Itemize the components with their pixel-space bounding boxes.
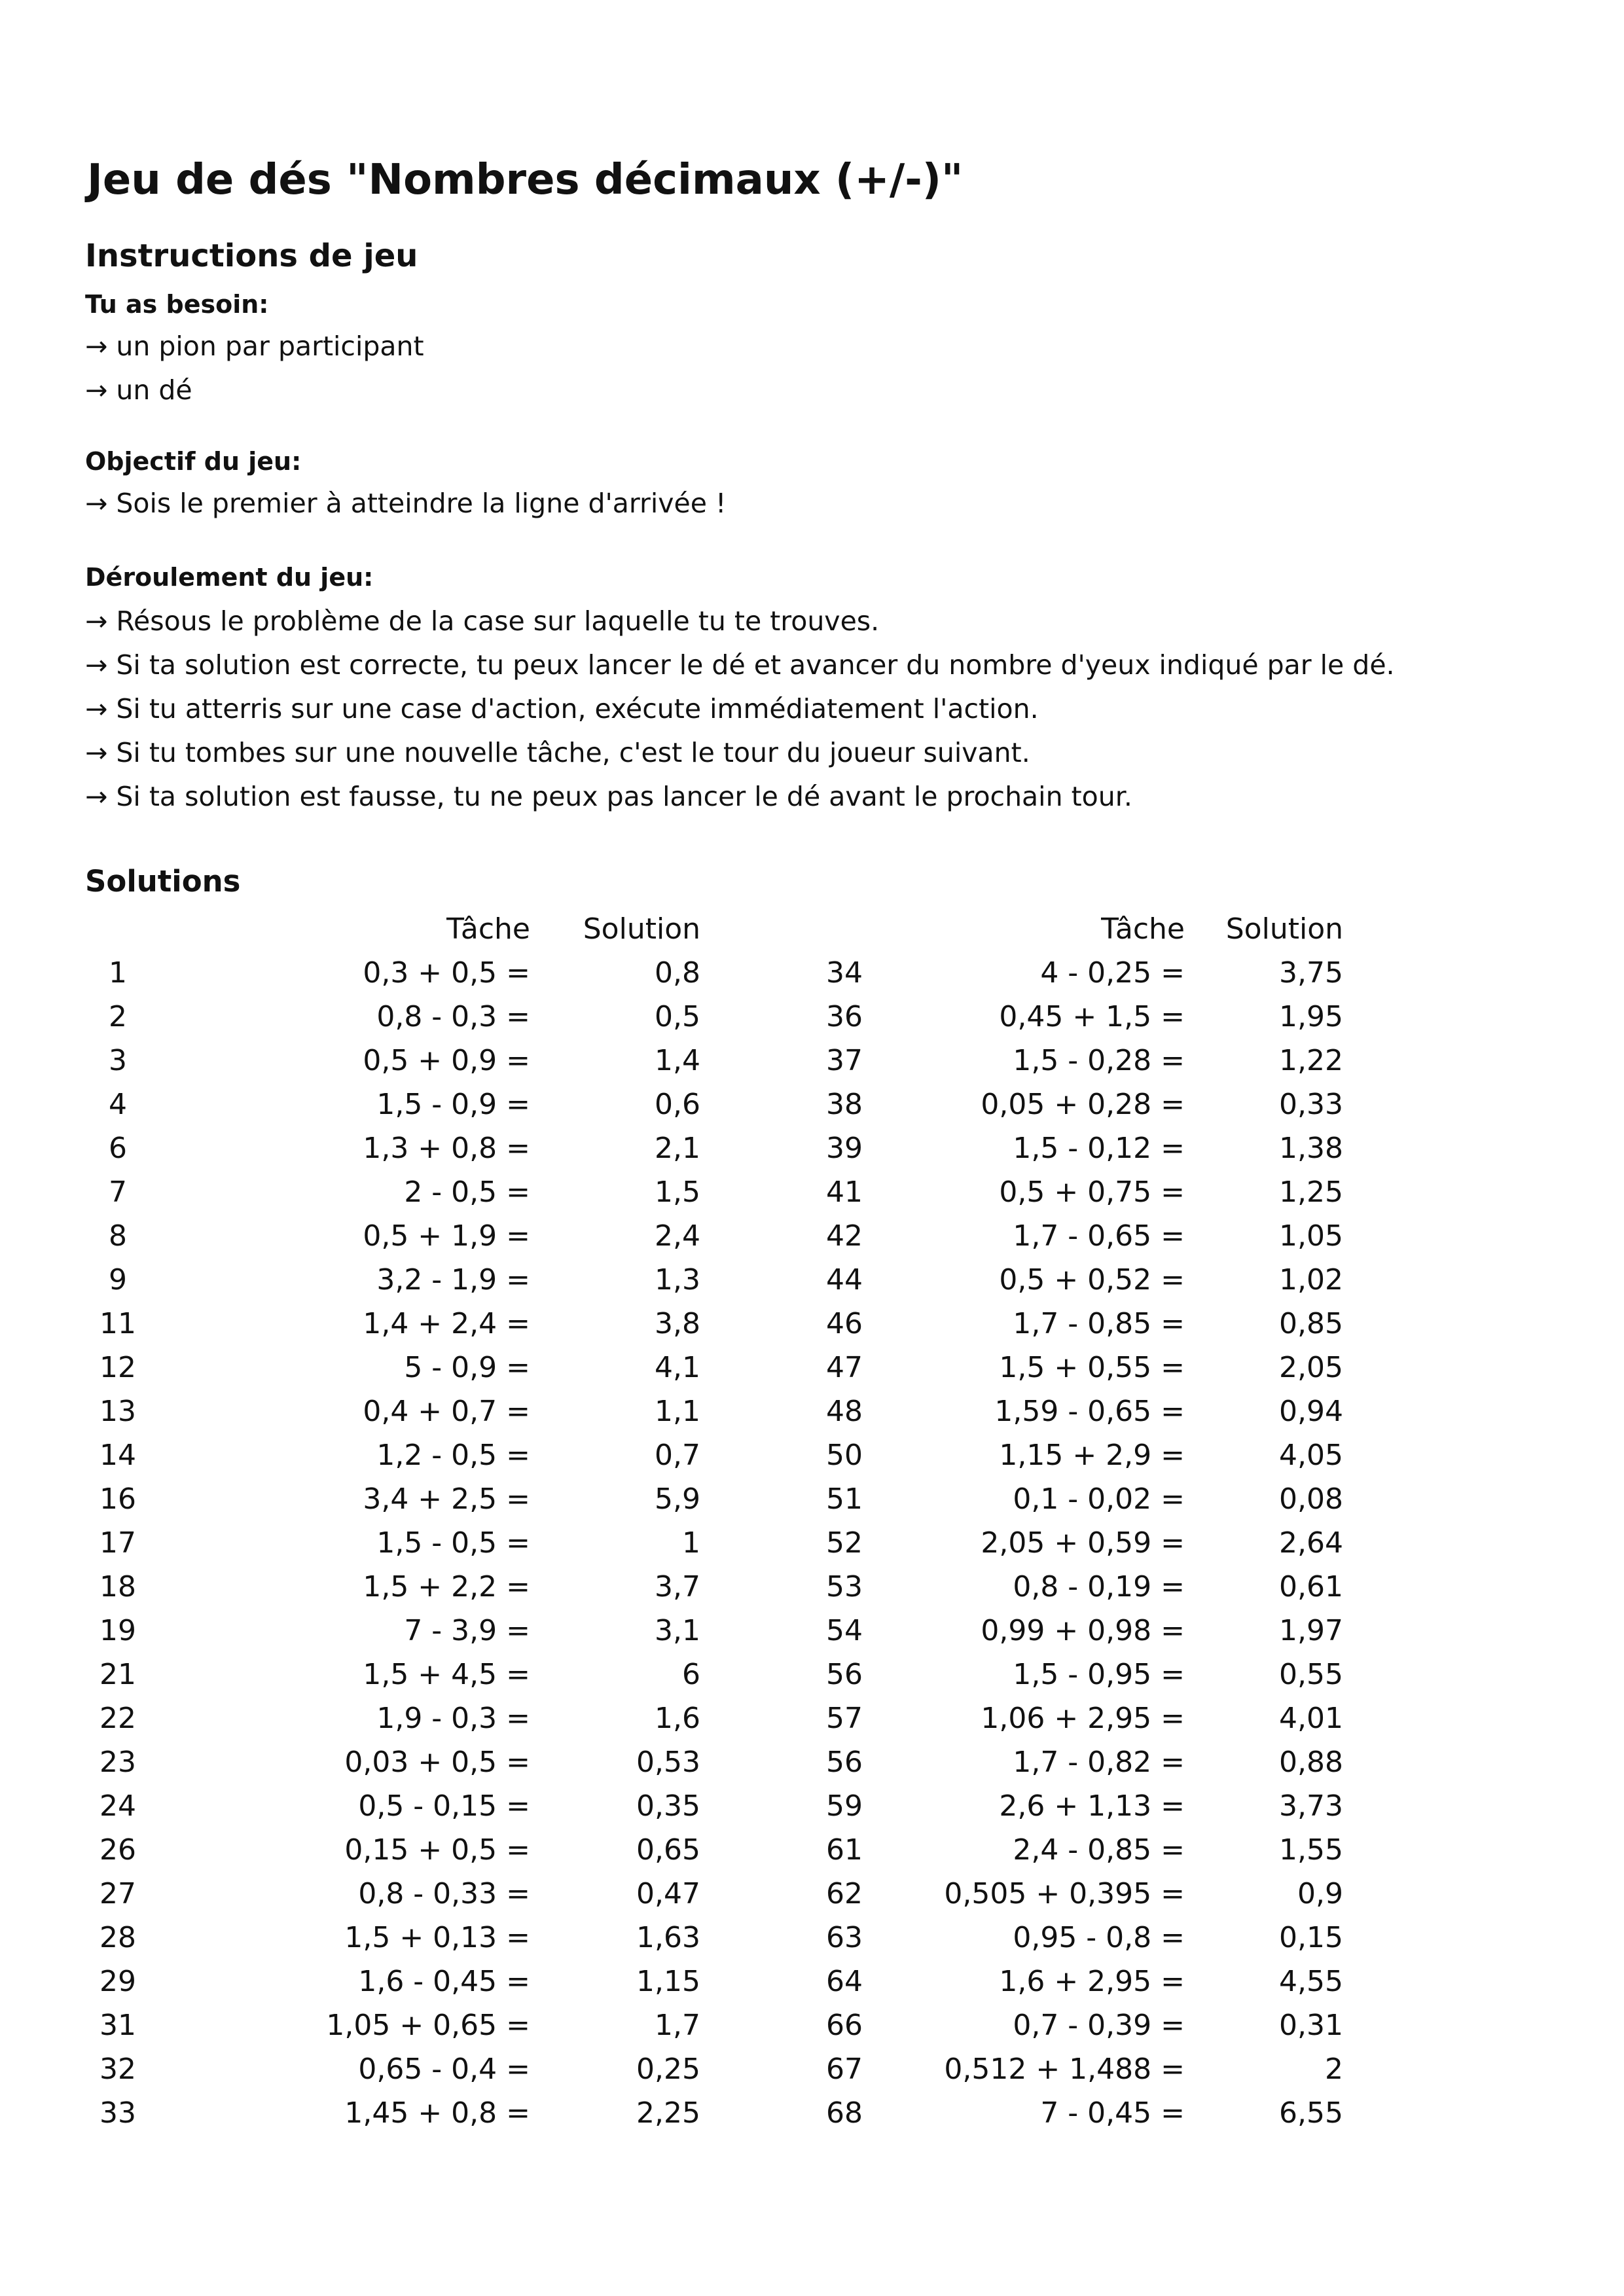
row-solution: 0,65 xyxy=(636,1833,700,1867)
row-solution: 0,08 xyxy=(1279,1482,1343,1516)
row-number: 19 xyxy=(99,1614,136,1647)
row-task: 3,4 + 2,5 = xyxy=(363,1482,530,1516)
row-number: 33 xyxy=(99,2096,136,2130)
table-row xyxy=(85,1740,772,1784)
row-task: 1,3 + 0,8 = xyxy=(363,1132,530,1165)
row-number: 23 xyxy=(99,1746,136,1779)
need-item: → un dé xyxy=(85,374,192,406)
table-row xyxy=(812,1346,1343,1390)
table-row xyxy=(812,1477,1343,1521)
row-task: 0,05 + 0,28 = xyxy=(981,1088,1185,1121)
row-solution: 0,33 xyxy=(1279,1088,1343,1121)
row-number: 31 xyxy=(99,2009,136,2042)
row-number: 18 xyxy=(99,1570,136,1604)
row-solution: 0,85 xyxy=(1279,1307,1343,1340)
row-task: 1,2 - 0,5 = xyxy=(376,1439,530,1472)
row-task: 0,505 + 0,395 = xyxy=(944,1877,1185,1910)
table-row xyxy=(85,1126,772,1170)
column-header-solution: Solution xyxy=(1225,912,1343,946)
row-solution: 2 xyxy=(1325,2053,1343,2086)
table-row xyxy=(812,1083,1343,1126)
column-header-task: Tâche xyxy=(446,912,530,946)
table-row xyxy=(85,1784,772,1828)
row-number: 66 xyxy=(826,2009,863,2042)
row-solution: 1,95 xyxy=(1279,1000,1343,1033)
row-number: 52 xyxy=(826,1526,863,1560)
row-solution: 1,4 xyxy=(655,1044,700,1077)
table-row xyxy=(85,1302,772,1346)
table-row xyxy=(85,1960,772,2003)
table-row xyxy=(812,1696,1343,1740)
table-row xyxy=(85,1872,772,1916)
row-task: 1,7 - 0,65 = xyxy=(1013,1219,1185,1253)
row-number: 4 xyxy=(109,1088,127,1121)
table-row xyxy=(85,951,772,995)
row-solution: 0,35 xyxy=(636,1789,700,1823)
table-row xyxy=(812,1784,1343,1828)
row-task: 0,7 - 0,39 = xyxy=(1013,2009,1185,2042)
row-task: 0,8 - 0,19 = xyxy=(1013,1570,1185,1604)
table-row xyxy=(812,951,1343,995)
row-solution: 2,05 xyxy=(1279,1351,1343,1384)
row-number: 68 xyxy=(826,2096,863,2130)
row-task: 0,5 + 0,52 = xyxy=(999,1263,1185,1297)
table-row xyxy=(812,1609,1343,1653)
table-row xyxy=(85,1346,772,1390)
row-number: 46 xyxy=(826,1307,863,1340)
goal-label: Objectif du jeu: xyxy=(85,447,302,476)
row-number: 38 xyxy=(826,1088,863,1121)
row-number: 13 xyxy=(99,1395,136,1428)
row-number: 61 xyxy=(826,1833,863,1867)
row-solution: 4,01 xyxy=(1279,1702,1343,1735)
row-task: 0,99 + 0,98 = xyxy=(981,1614,1185,1647)
row-task: 1,6 + 2,95 = xyxy=(999,1965,1185,1998)
row-task: 0,03 + 0,5 = xyxy=(344,1746,530,1779)
row-task: 1,4 + 2,4 = xyxy=(363,1307,530,1340)
row-task: 1,05 + 0,65 = xyxy=(326,2009,530,2042)
table-row xyxy=(812,1390,1343,1433)
table-row xyxy=(85,1258,772,1302)
table-row xyxy=(85,2091,772,2135)
row-number: 57 xyxy=(826,1702,863,1735)
table-row xyxy=(812,1258,1343,1302)
process-item: → Si ta solution est fausse, tu ne peux pas lancer le dé avant le prochain tour. xyxy=(85,781,1132,812)
row-solution: 1,22 xyxy=(1279,1044,1343,1077)
row-solution: 1,63 xyxy=(636,1921,700,1954)
need-item: → un pion par participant xyxy=(85,331,424,362)
row-number: 44 xyxy=(826,1263,863,1297)
row-task: 1,06 + 2,95 = xyxy=(981,1702,1185,1735)
table-row xyxy=(85,1039,772,1083)
row-number: 67 xyxy=(826,2053,863,2086)
row-task: 0,15 + 0,5 = xyxy=(344,1833,530,1867)
row-number: 28 xyxy=(99,1921,136,1954)
row-solution: 0,94 xyxy=(1279,1395,1343,1428)
row-number: 1 xyxy=(109,956,127,990)
row-task: 0,3 + 0,5 = xyxy=(363,956,530,990)
row-number: 3 xyxy=(109,1044,127,1077)
row-number: 64 xyxy=(826,1965,863,1998)
instructions-heading: Instructions de jeu xyxy=(85,238,418,274)
row-solution: 4,55 xyxy=(1279,1965,1343,1998)
row-number: 51 xyxy=(826,1482,863,1516)
row-task: 1,5 - 0,95 = xyxy=(1013,1658,1185,1691)
row-number: 53 xyxy=(826,1570,863,1604)
column-header-solution: Solution xyxy=(583,912,700,946)
row-task: 2 - 0,5 = xyxy=(404,1175,530,1209)
row-solution: 0,31 xyxy=(1279,2009,1343,2042)
page-title: Jeu de dés "Nombres décimaux (+/-)" xyxy=(87,156,964,204)
row-task: 0,512 + 1,488 = xyxy=(944,2053,1185,2086)
row-solution: 1 xyxy=(682,1526,700,1560)
row-number: 24 xyxy=(99,1789,136,1823)
row-solution: 1,97 xyxy=(1279,1614,1343,1647)
row-number: 34 xyxy=(826,956,863,990)
row-task: 2,05 + 0,59 = xyxy=(981,1526,1185,1560)
row-solution: 1,7 xyxy=(655,2009,700,2042)
table-row xyxy=(812,1916,1343,1960)
table-row xyxy=(85,1521,772,1565)
table-row xyxy=(812,1960,1343,2003)
row-number: 59 xyxy=(826,1789,863,1823)
row-task: 7 - 3,9 = xyxy=(404,1614,530,1647)
row-solution: 1,38 xyxy=(1279,1132,1343,1165)
row-number: 16 xyxy=(99,1482,136,1516)
row-number: 2 xyxy=(109,1000,127,1033)
row-solution: 3,75 xyxy=(1279,956,1343,990)
row-solution: 4,1 xyxy=(655,1351,700,1384)
row-task: 1,5 + 2,2 = xyxy=(363,1570,530,1604)
row-number: 7 xyxy=(109,1175,127,1209)
table-row xyxy=(812,2003,1343,2047)
table-row xyxy=(812,1828,1343,1872)
table-row xyxy=(85,1433,772,1477)
row-number: 8 xyxy=(109,1219,127,1253)
row-solution: 0,53 xyxy=(636,1746,700,1779)
process-item: → Si ta solution est correcte, tu peux lancer le dé et avancer du nombre d'yeux indiqué par le dé. xyxy=(85,649,1395,681)
row-solution: 0,88 xyxy=(1279,1746,1343,1779)
table-row xyxy=(85,1390,772,1433)
table-row xyxy=(85,1696,772,1740)
row-solution: 0,25 xyxy=(636,2053,700,2086)
table-header xyxy=(812,907,1343,951)
row-task: 2,6 + 1,13 = xyxy=(999,1789,1185,1823)
row-number: 29 xyxy=(99,1965,136,1998)
solutions-heading: Solutions xyxy=(85,864,241,899)
row-task: 0,95 - 0,8 = xyxy=(1013,1921,1185,1954)
row-solution: 1,6 xyxy=(655,1702,700,1735)
row-number: 56 xyxy=(826,1658,863,1691)
table-row xyxy=(812,1214,1343,1258)
table-row xyxy=(812,1653,1343,1696)
row-solution: 2,1 xyxy=(655,1132,700,1165)
row-solution: 5,9 xyxy=(655,1482,700,1516)
row-task: 0,8 - 0,3 = xyxy=(376,1000,530,1033)
row-solution: 1,15 xyxy=(636,1965,700,1998)
table-row xyxy=(812,1872,1343,1916)
table-row xyxy=(85,1828,772,1872)
table-row xyxy=(85,1916,772,1960)
row-task: 1,5 - 0,9 = xyxy=(376,1088,530,1121)
row-solution: 0,47 xyxy=(636,1877,700,1910)
table-row xyxy=(812,2047,1343,2091)
row-task: 7 - 0,45 = xyxy=(1040,2096,1185,2130)
row-task: 0,5 + 1,9 = xyxy=(363,1219,530,1253)
table-row xyxy=(812,1565,1343,1609)
row-task: 1,5 - 0,12 = xyxy=(1013,1132,1185,1165)
row-task: 1,59 - 0,65 = xyxy=(994,1395,1185,1428)
table-row xyxy=(812,2091,1343,2135)
row-task: 0,5 + 0,75 = xyxy=(999,1175,1185,1209)
row-solution: 1,5 xyxy=(655,1175,700,1209)
row-task: 1,15 + 2,9 = xyxy=(999,1439,1185,1472)
row-task: 1,9 - 0,3 = xyxy=(376,1702,530,1735)
row-task: 1,5 + 4,5 = xyxy=(363,1658,530,1691)
row-solution: 6,55 xyxy=(1279,2096,1343,2130)
row-number: 50 xyxy=(826,1439,863,1472)
row-solution: 0,7 xyxy=(655,1439,700,1472)
table-row xyxy=(85,1477,772,1521)
table-row xyxy=(812,1170,1343,1214)
row-number: 17 xyxy=(99,1526,136,1560)
row-task: 1,7 - 0,82 = xyxy=(1013,1746,1185,1779)
row-number: 11 xyxy=(99,1307,136,1340)
table-row xyxy=(85,1170,772,1214)
row-solution: 0,6 xyxy=(655,1088,700,1121)
row-task: 5 - 0,9 = xyxy=(404,1351,530,1384)
row-task: 0,5 - 0,15 = xyxy=(358,1789,530,1823)
row-solution: 2,25 xyxy=(636,2096,700,2130)
row-solution: 0,5 xyxy=(655,1000,700,1033)
process-label: Déroulement du jeu: xyxy=(85,563,374,592)
row-task: 1,5 - 0,5 = xyxy=(376,1526,530,1560)
row-solution: 0,55 xyxy=(1279,1658,1343,1691)
row-task: 1,6 - 0,45 = xyxy=(358,1965,530,1998)
row-solution: 4,05 xyxy=(1279,1439,1343,1472)
row-task: 0,5 + 0,9 = xyxy=(363,1044,530,1077)
row-task: 0,4 + 0,7 = xyxy=(363,1395,530,1428)
solutions-table-left xyxy=(85,907,772,2135)
row-number: 56 xyxy=(826,1746,863,1779)
row-number: 27 xyxy=(99,1877,136,1910)
table-header xyxy=(85,907,772,951)
row-number: 41 xyxy=(826,1175,863,1209)
row-number: 42 xyxy=(826,1219,863,1253)
row-number: 36 xyxy=(826,1000,863,1033)
solutions-table-right xyxy=(812,907,1343,2135)
row-solution: 0,61 xyxy=(1279,1570,1343,1604)
table-row xyxy=(812,1302,1343,1346)
row-number: 37 xyxy=(826,1044,863,1077)
row-solution: 0,9 xyxy=(1297,1877,1343,1910)
row-number: 6 xyxy=(109,1132,127,1165)
table-row xyxy=(85,1083,772,1126)
table-row xyxy=(85,1609,772,1653)
row-number: 9 xyxy=(109,1263,127,1297)
row-task: 2,4 - 0,85 = xyxy=(1013,1833,1185,1867)
table-row xyxy=(812,1740,1343,1784)
table-row xyxy=(85,1565,772,1609)
row-task: 3,2 - 1,9 = xyxy=(376,1263,530,1297)
table-row xyxy=(812,1433,1343,1477)
table-row xyxy=(812,995,1343,1039)
process-item: → Résous le problème de la case sur laquelle tu te trouves. xyxy=(85,605,880,637)
row-solution: 3,1 xyxy=(655,1614,700,1647)
row-number: 12 xyxy=(99,1351,136,1384)
row-task: 1,7 - 0,85 = xyxy=(1013,1307,1185,1340)
process-item: → Si tu tombes sur une nouvelle tâche, c'est le tour du joueur suivant. xyxy=(85,737,1030,768)
row-task: 1,5 + 0,13 = xyxy=(344,1921,530,1954)
column-header-task: Tâche xyxy=(1101,912,1185,946)
row-solution: 1,3 xyxy=(655,1263,700,1297)
table-row xyxy=(85,1653,772,1696)
process-item: → Si tu atterris sur une case d'action, exécute immédiatement l'action. xyxy=(85,693,1039,725)
table-row xyxy=(812,1521,1343,1565)
table-row xyxy=(812,1126,1343,1170)
row-solution: 1,1 xyxy=(655,1395,700,1428)
row-task: 0,1 - 0,02 = xyxy=(1013,1482,1185,1516)
row-number: 21 xyxy=(99,1658,136,1691)
row-task: 0,8 - 0,33 = xyxy=(358,1877,530,1910)
goal-item: → Sois le premier à atteindre la ligne d'arrivée ! xyxy=(85,488,727,519)
row-solution: 1,55 xyxy=(1279,1833,1343,1867)
row-number: 63 xyxy=(826,1921,863,1954)
row-task: 1,45 + 0,8 = xyxy=(344,2096,530,2130)
row-solution: 6 xyxy=(682,1658,700,1691)
row-solution: 3,8 xyxy=(655,1307,700,1340)
row-number: 48 xyxy=(826,1395,863,1428)
row-solution: 1,25 xyxy=(1279,1175,1343,1209)
row-task: 0,45 + 1,5 = xyxy=(999,1000,1185,1033)
row-task: 1,5 + 0,55 = xyxy=(999,1351,1185,1384)
row-number: 26 xyxy=(99,1833,136,1867)
row-number: 39 xyxy=(826,1132,863,1165)
table-row xyxy=(85,995,772,1039)
row-task: 1,5 - 0,28 = xyxy=(1013,1044,1185,1077)
row-number: 22 xyxy=(99,1702,136,1735)
row-solution: 1,02 xyxy=(1279,1263,1343,1297)
table-row xyxy=(85,2003,772,2047)
row-solution: 2,4 xyxy=(655,1219,700,1253)
row-solution: 0,8 xyxy=(655,956,700,990)
row-solution: 3,7 xyxy=(655,1570,700,1604)
table-row xyxy=(812,1039,1343,1083)
need-label: Tu as besoin: xyxy=(85,290,269,319)
row-solution: 2,64 xyxy=(1279,1526,1343,1560)
row-solution: 0,15 xyxy=(1279,1921,1343,1954)
row-number: 32 xyxy=(99,2053,136,2086)
row-number: 54 xyxy=(826,1614,863,1647)
row-number: 14 xyxy=(99,1439,136,1472)
row-solution: 3,73 xyxy=(1279,1789,1343,1823)
table-row xyxy=(85,2047,772,2091)
row-number: 62 xyxy=(826,1877,863,1910)
row-task: 4 - 0,25 = xyxy=(1040,956,1185,990)
row-number: 47 xyxy=(826,1351,863,1384)
table-row xyxy=(85,1214,772,1258)
row-solution: 1,05 xyxy=(1279,1219,1343,1253)
row-task: 0,65 - 0,4 = xyxy=(358,2053,530,2086)
